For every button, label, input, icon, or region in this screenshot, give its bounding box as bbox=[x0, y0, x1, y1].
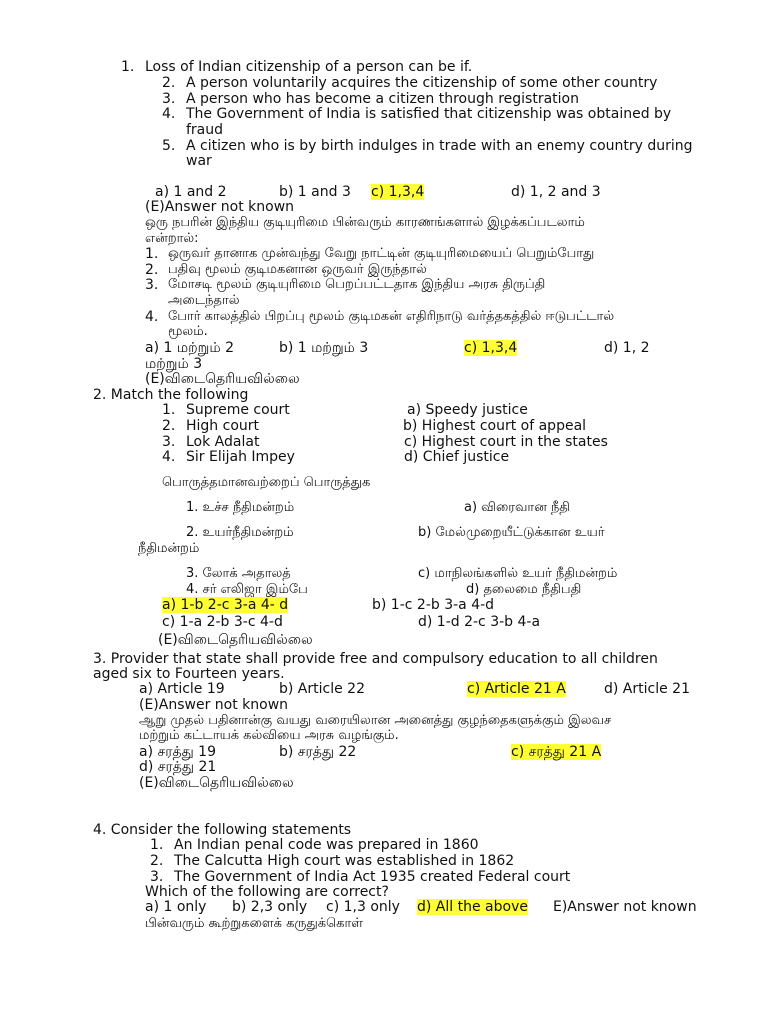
q1-ta-answer-not-known: (E)விடைதெரியவில்லை bbox=[145, 371, 300, 387]
q2-left-num: 3. bbox=[162, 434, 176, 450]
q2-ta-right-item: c) மாநிலங்களில் உயர் நீதிமன்றம் bbox=[418, 566, 618, 581]
q2-option-b: b) 1-c 2-b 3-a 4-d bbox=[372, 597, 495, 613]
q1-option-c-answer: c) 1,3,4 bbox=[371, 184, 425, 200]
q1-option-a: a) 1 and 2 bbox=[155, 184, 227, 200]
q3-stem: aged six to Fourteen years. bbox=[93, 666, 285, 682]
q2-ta-stem: பொருத்தமானவற்றைப் பொருத்துக bbox=[162, 475, 371, 490]
q2-right-item: c) Highest court in the states bbox=[404, 434, 608, 450]
q2-left-item: Lok Adalat bbox=[186, 434, 260, 450]
q1-item-num: 2. bbox=[162, 75, 176, 91]
q4-item: The Calcutta High court was established in 1862 bbox=[174, 853, 515, 869]
q3-ta-option-d: d) சரத்து 21 bbox=[139, 759, 217, 775]
q1-item: The Government of India is satisfied that citizenship was obtained by bbox=[186, 106, 672, 122]
q3-ta-stem: ஆறு முதல் பதினான்கு வயது வரையிலான அனைத்து குழந்தைகளுக்கும் இலவச bbox=[139, 713, 612, 728]
q1-item-num: 4. bbox=[162, 106, 176, 122]
q1-ta-item: பதிவு மூலம் குடிமகனான ஒருவர் இருந்தால் bbox=[168, 262, 427, 277]
q2-ta-left-item: 2. உயர்நீதிமன்றம் bbox=[186, 525, 294, 540]
q4-option-b: b) 2,3 only bbox=[232, 899, 308, 915]
q3-ta-stem: மற்றும் கட்டாயக் கல்வியை அரசு வழங்கும். bbox=[139, 728, 399, 743]
q3-option-b: b) Article 22 bbox=[279, 681, 365, 697]
q1-item: A person who has become a citizen through registration bbox=[186, 91, 579, 107]
q1-item: A person voluntarily acquires the citizenship of some other country bbox=[186, 75, 658, 91]
q2-ta-left-item: 1. உச்ச நீதிமன்றம் bbox=[186, 500, 295, 515]
q2-ta-left-item: 4. சர் எலிஜா இம்பே bbox=[186, 582, 308, 597]
q2-left-num: 4. bbox=[162, 449, 176, 465]
q1-ta-stem: ஒரு நபரின் இந்திய குடியுரிமை பின்வரும் காரணங்களால் இழக்கப்படலாம் bbox=[145, 215, 585, 230]
q2-ta-left-item: 3. லோக் அதாலத் bbox=[186, 566, 291, 581]
q1-ta-stem: என்றால்: bbox=[145, 231, 199, 246]
q1-ta-item: மோசடி மூலம் குடியுரிமை பெறப்பட்டதாக இந்திய அரசு திருப்தி bbox=[168, 277, 546, 292]
q2-left-item: Sir Elijah Impey bbox=[186, 449, 295, 465]
q3-option-c-answer: c) Article 21 A bbox=[467, 681, 566, 697]
q2-ta-right-item-cont: நீதிமன்றம் bbox=[138, 541, 200, 556]
q2-right-item: d) Chief justice bbox=[404, 449, 510, 465]
q4-ta-stem: பின்வரும் கூற்றுகளைக் கருதுக்கொள் bbox=[145, 916, 364, 931]
q3-option-d: d) Article 21 bbox=[604, 681, 690, 697]
q2-left-num: 1. bbox=[162, 402, 176, 418]
q1-ta-item-num: 4. bbox=[145, 309, 159, 325]
q1-ta-item: ஒருவர் தானாக முன்வந்து வேறு நாட்டின் குடியுரிமையைப் பெறும்போது bbox=[168, 246, 595, 261]
q1-ta-item: போர் காலத்தில் பிறப்பு மூலம் குடிமகன் எதிரிநாடு வர்த்தகத்தில் ஈடுபட்டால் bbox=[168, 309, 615, 324]
q4-option-a: a) 1 only bbox=[145, 899, 207, 915]
q4-item: The Government of India Act 1935 created Federal court bbox=[174, 869, 571, 885]
q3-ta-option-b: b) சரத்து 22 bbox=[279, 744, 357, 760]
q1-number: 1. bbox=[121, 59, 135, 75]
q1-ta-option-a: a) 1 மற்றும் 2 bbox=[145, 340, 234, 356]
q4-item-num: 3. bbox=[150, 869, 164, 885]
q3-ta-answer-not-known: (E)விடைதெரியவில்லை bbox=[139, 775, 294, 791]
q1-ta-item-num: 3. bbox=[145, 277, 159, 293]
q1-item: fraud bbox=[186, 122, 224, 138]
q1-ta-option-d-cont: மற்றும் 3 bbox=[145, 356, 203, 372]
q4-item: An Indian penal code was prepared in 1860 bbox=[174, 837, 479, 853]
q4-answer-not-known: E)Answer not known bbox=[553, 899, 697, 915]
q4-item-num: 1. bbox=[150, 837, 164, 853]
q1-answer-not-known: (E)Answer not known bbox=[145, 199, 295, 215]
q1-option-d: d) 1, 2 and 3 bbox=[511, 184, 601, 200]
q3-answer-not-known: (E)Answer not known bbox=[139, 697, 289, 713]
q4-item-num: 2. bbox=[150, 853, 164, 869]
q2-option-d: d) 1-d 2-c 3-b 4-a bbox=[418, 614, 541, 630]
q4-question: Which of the following are correct? bbox=[145, 884, 389, 900]
q1-ta-item: மூலம். bbox=[168, 324, 208, 339]
q2-stem: 2. Match the following bbox=[93, 387, 249, 403]
q3-stem: 3. Provider that state shall provide free and compulsory education to all children bbox=[93, 651, 658, 667]
q2-left-item: Supreme court bbox=[186, 402, 290, 418]
q2-option-c: c) 1-a 2-b 3-c 4-d bbox=[162, 614, 283, 630]
q2-right-item: b) Highest court of appeal bbox=[403, 418, 587, 434]
q3-ta-option-c-answer: c) சரத்து 21 A bbox=[511, 744, 602, 760]
q4-stem: 4. Consider the following statements bbox=[93, 822, 352, 838]
q1-item-num: 5. bbox=[162, 138, 176, 154]
q2-ta-right-item: a) விரைவான நீதி bbox=[464, 500, 570, 515]
q2-option-a-answer: a) 1-b 2-c 3-a 4- d bbox=[162, 597, 289, 613]
q3-option-a: a) Article 19 bbox=[139, 681, 225, 697]
q1-ta-option-d: d) 1, 2 bbox=[604, 340, 650, 356]
q1-item-num: 3. bbox=[162, 91, 176, 107]
q2-ta-right-item: b) மேல்முறையீட்டுக்கான உயர் bbox=[418, 525, 605, 540]
q1-ta-option-b: b) 1 மற்றும் 3 bbox=[279, 340, 369, 356]
q2-left-item: High court bbox=[186, 418, 260, 434]
q1-stem: Loss of Indian citizenship of a person can be if. bbox=[145, 59, 473, 75]
q1-item: war bbox=[186, 153, 212, 169]
q4-option-d-answer: d) All the above bbox=[417, 899, 528, 915]
q1-item: A citizen who is by birth indulges in trade with an enemy country during bbox=[186, 138, 693, 154]
q4-option-c: c) 1,3 only bbox=[326, 899, 400, 915]
q1-ta-item-num: 2. bbox=[145, 262, 159, 278]
q2-left-num: 2. bbox=[162, 418, 176, 434]
q2-ta-answer-not-known: (E)விடைதெரியவில்லை bbox=[158, 632, 313, 648]
q1-ta-item: அடைந்தால் bbox=[168, 293, 240, 308]
q1-ta-item-num: 1. bbox=[145, 246, 159, 262]
q2-ta-right-item: d) தலைமை நீதிபதி bbox=[466, 582, 582, 597]
q1-option-b: b) 1 and 3 bbox=[279, 184, 351, 200]
q2-right-item: a) Speedy justice bbox=[407, 402, 528, 418]
q3-ta-option-a: a) சரத்து 19 bbox=[139, 744, 216, 760]
q1-ta-option-c-answer: c) 1,3,4 bbox=[464, 340, 518, 356]
